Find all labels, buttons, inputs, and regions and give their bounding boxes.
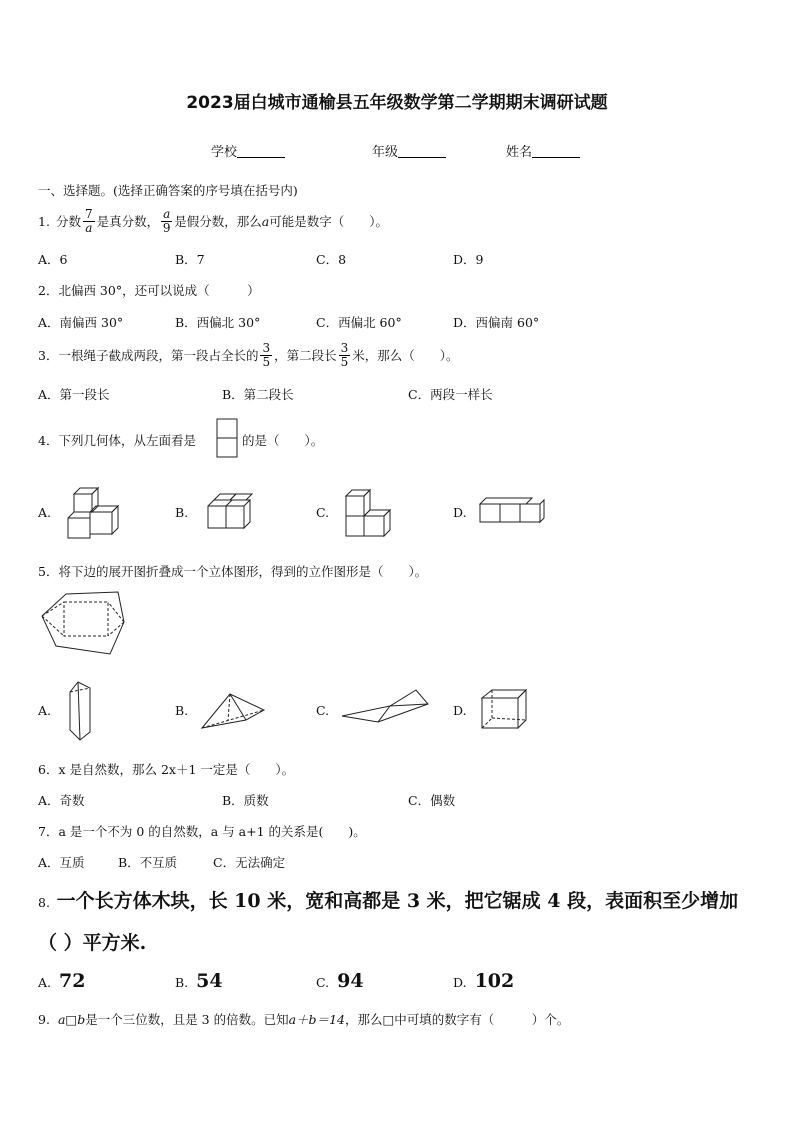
q5-option-d: D. <box>453 703 467 718</box>
page-title: 2023届白城市通榆县五年级数学第二学期期末调研试题 <box>186 93 608 113</box>
q8-option-a <box>38 970 85 992</box>
q8-option-a-label: A. <box>38 975 52 990</box>
q4-option-a: A. <box>38 505 52 520</box>
q3-text-3: 米，那么（ ）。 <box>352 348 459 363</box>
q3-option-b: B．第二段长 <box>222 387 294 402</box>
q8-text-1: 一个长方体木块，长 10 米，宽和高都是 3 米，把它锯成 4 段，表面积至少增加 <box>56 890 739 912</box>
q9-text-1: 是一个三位数，且是 3 的倍数。已知 <box>85 1012 289 1027</box>
q3-f1-denominator: 5 <box>262 354 271 369</box>
q2-option-b: B．西偏北 30° <box>175 315 261 330</box>
q3-text-1: 3．一根绳子截成两段，第一段占全长的 <box>38 348 259 363</box>
q8-option-c <box>316 970 364 992</box>
q6-option-a: A．奇数 <box>38 793 85 808</box>
grade-label: 年级 <box>372 145 399 160</box>
q8-option-d-value: 102 <box>474 970 515 992</box>
q4-option-b: B. <box>175 505 189 520</box>
q5-option-c: C. <box>316 703 330 718</box>
q8-option-c-value: 94 <box>337 970 364 992</box>
q8-option-b-value: 54 <box>196 970 223 992</box>
q9-text-2: ，那么□中可填的数字有（ ）个。 <box>344 1012 570 1027</box>
q2-option-d: D．西偏南 60° <box>453 315 540 330</box>
school-label: 学校 <box>211 145 238 160</box>
q7-option-c: C．无法确定 <box>213 855 286 870</box>
q3-option-a: A．第一段长 <box>38 387 110 402</box>
q8-option-b-label: B. <box>175 975 189 990</box>
q5-option-b: B. <box>175 703 189 718</box>
q5-figure-d <box>478 688 530 732</box>
q8-option-a-value: 72 <box>59 970 86 992</box>
q5-figure-b <box>198 690 268 732</box>
q5-figure-c <box>340 686 430 726</box>
q8-option-b <box>175 970 223 992</box>
q2-option-c: C．西偏北 60° <box>316 315 402 330</box>
q1-f2-denominator: 9 <box>162 220 171 235</box>
q3-fraction-2 <box>339 342 351 369</box>
q1-text-2: 是真分数， <box>96 214 160 229</box>
q4-figure-b <box>204 490 260 535</box>
q8-text-2: （ ）平方米. <box>38 932 147 954</box>
q4-text-1: 4．下列几何体，从左面看是 <box>38 433 196 448</box>
grade-field <box>372 141 446 160</box>
q1-option-d: D．9 <box>453 252 484 267</box>
q4-figure-c <box>342 486 392 541</box>
q1-number: 1. <box>38 213 50 229</box>
q8-option-d <box>453 970 514 992</box>
q1-fraction-2 <box>161 208 172 235</box>
grade-blank <box>398 145 446 158</box>
q5-option-a: A. <box>38 703 52 718</box>
q3-f1-numerator: 3 <box>262 340 271 355</box>
q3-text-2: ，第二段长 <box>274 348 337 363</box>
q5-net-figure <box>40 588 126 660</box>
q1-option-a: A．6 <box>38 252 68 267</box>
school-blank <box>237 145 285 158</box>
q9-equation: a＋b＝14 <box>288 1012 345 1027</box>
question-2: 2．北偏西 30°，还可以说成（ ） <box>38 283 260 298</box>
q1-f1-numerator: 7 <box>84 206 93 221</box>
question-9 <box>38 1010 569 1028</box>
q3-f2-numerator: 3 <box>340 340 349 355</box>
q1-f1-denominator: a <box>85 220 93 235</box>
q4-option-d: D. <box>453 505 467 520</box>
q1-fraction-1 <box>83 208 95 235</box>
q1-option-c: C．8 <box>316 252 347 267</box>
q4-figure-d <box>478 496 548 526</box>
q5-figure-a <box>64 680 98 742</box>
q8-option-c-label: C. <box>316 975 330 990</box>
school-field <box>211 141 285 160</box>
section-heading: 一、选择题。(选择正确答案的序号填在括号内) <box>38 183 298 198</box>
question-1 <box>38 205 388 237</box>
q8-number: 8. <box>38 895 50 910</box>
name-label: 姓名 <box>506 145 533 160</box>
q1-text-1: 分数 <box>55 214 81 229</box>
q9-number: 9. <box>38 1012 50 1027</box>
name-blank <box>532 145 580 158</box>
name-field <box>506 141 580 160</box>
q4-figure-a <box>66 486 126 541</box>
q1-f2-numerator: a <box>163 206 171 221</box>
q4-text-2: 的是（ ）。 <box>242 433 324 448</box>
q6-option-c: C．偶数 <box>408 793 456 808</box>
question-6: 6．x 是自然数，那么 2x＋1 一定是（ ）。 <box>38 762 295 777</box>
q4-option-c: C. <box>316 505 330 520</box>
q1-variable: a <box>261 213 270 229</box>
q3-f2-denominator: 5 <box>340 354 349 369</box>
q8-option-d-label: D. <box>453 975 467 990</box>
q6-option-b: B．质数 <box>222 793 269 808</box>
q7-option-b: B．不互质 <box>118 855 178 870</box>
question-7: 7．a 是一个不为 0 的自然数，a 与 a+1 的关系是( )。 <box>38 824 366 839</box>
q2-option-a: A．南偏西 30° <box>38 315 124 330</box>
question-3 <box>38 338 459 372</box>
q1-text-3: 是假分数，那么 <box>174 214 262 229</box>
question-8-line-1 <box>38 886 738 913</box>
q3-fraction-1 <box>260 342 272 369</box>
q7-option-a: A．互质 <box>38 855 85 870</box>
q1-text-4: 可能是数字（ ）。 <box>269 214 388 229</box>
q9-expression: a□b <box>57 1012 86 1027</box>
q4-left-view-figure <box>216 418 238 458</box>
q3-option-c: C．两段一样长 <box>408 387 493 402</box>
q1-option-b: B．7 <box>175 252 205 267</box>
question-5: 5．将下边的展开图折叠成一个立体图形，得到的立作图形是（ ）。 <box>38 564 428 579</box>
